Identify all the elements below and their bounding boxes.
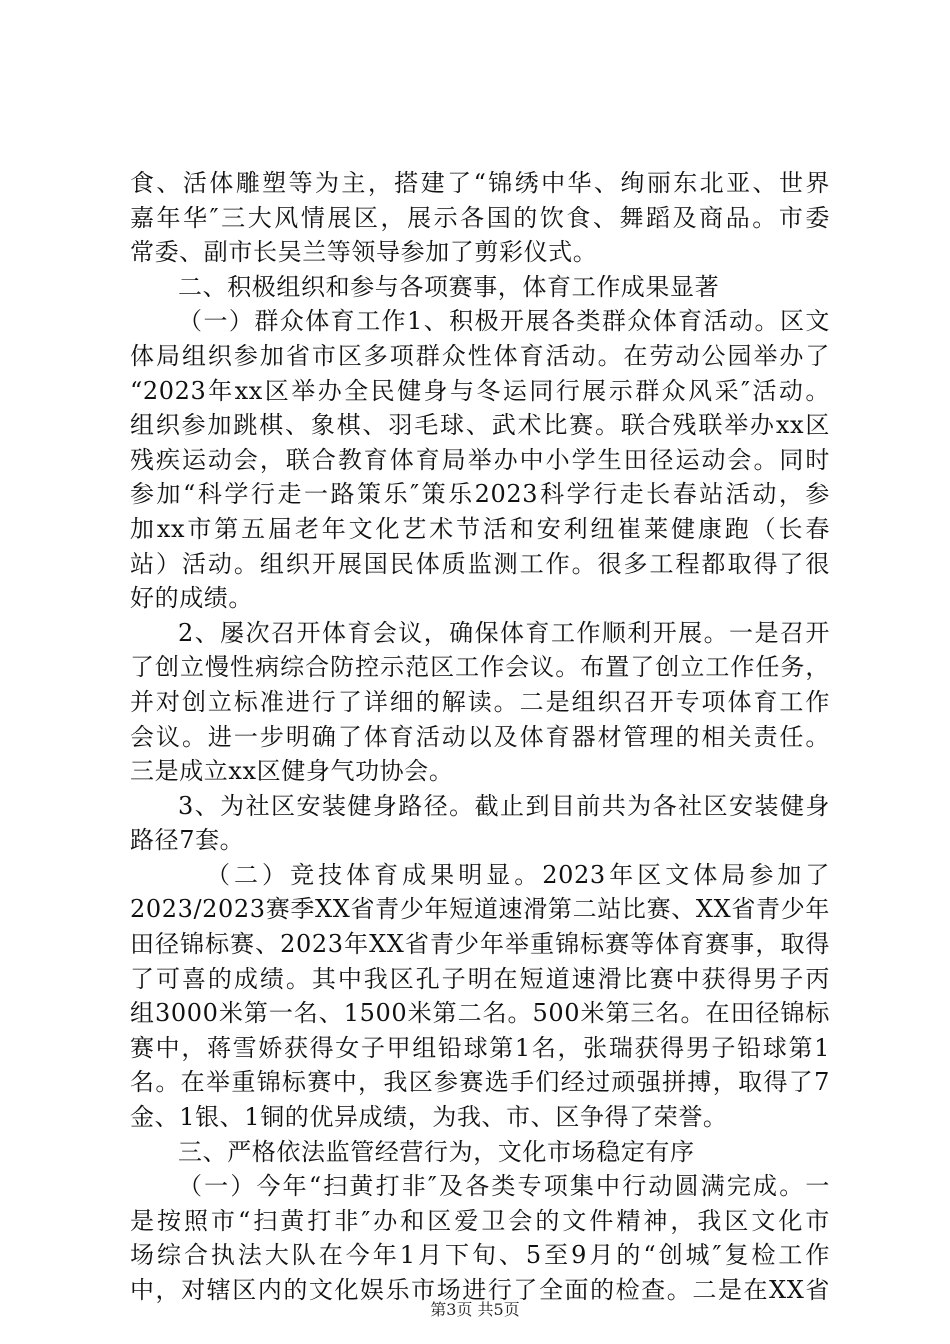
text-line: 常委、副市长吴兰等领导参加了剪彩仪式。 xyxy=(130,238,598,267)
text-line: 会议。进一步明确了体育活动以及体育器材管理的相关责任。 xyxy=(130,722,830,751)
text-line: （二）竞技体育成果明显。2023年区文体局参加了 xyxy=(206,860,830,889)
text-line: 组织参加跳棋、象棋、羽毛球、武术比赛。联合残联举办xx区 xyxy=(130,411,830,440)
text-line: 加xx市第五届老年文化艺术节活和安利纽崔莱健康跑（长春 xyxy=(130,514,830,543)
text-line: 体局组织参加省市区多项群众性体育活动。在劳动公园举办了 xyxy=(130,341,830,370)
text-line: 2023/2023赛季XX省青少年短道速滑第二站比赛、XX省青少年 xyxy=(130,895,830,924)
text-line: 组3000米第一名、1500米第二名。500米第三名。在田径锦标 xyxy=(130,999,830,1028)
section-heading: 三、严格依法监管经营行为，文化市场稳定有序 xyxy=(178,1137,695,1166)
text-line: 三是成立xx区健身气功协会。 xyxy=(130,757,454,786)
text-line: （一）今年“扫黄打非″及各类专项集中行动圆满完成。一 xyxy=(178,1172,830,1201)
text-line: 3、为社区安装健身路径。截止到目前共为各社区安装健身 xyxy=(178,791,830,820)
text-line: 好的成绩。 xyxy=(130,584,253,613)
page-number-footer: 第3页 共5页 xyxy=(430,1300,520,1319)
text-line: 场综合执法大队在今年1月下旬、5至9月的“创城″复检工作 xyxy=(130,1241,830,1270)
text-line: 赛中，蒋雪娇获得女子甲组铅球第1名，张瑞获得男子铅球第1 xyxy=(130,1033,830,1062)
text-line: 路径7套。 xyxy=(130,826,245,855)
text-line: 是按照市“扫黄打非″办和区爱卫会的文件精神，我区文化市 xyxy=(130,1206,830,1235)
text-line: “2023年xx区举办全民健身与冬运同行展示群众风采″活动。 xyxy=(130,376,830,405)
text-line: 残疾运动会，联合教育体育局举办中小学生田径运动会。同时 xyxy=(130,445,830,474)
text-line: 了可喜的成绩。其中我区孔子明在短道速滑比赛中获得男子丙 xyxy=(130,964,830,993)
text-line: 嘉年华″三大风情展区，展示各国的饮食、舞蹈及商品。市委 xyxy=(130,203,830,232)
text-line: 了创立慢性病综合防控示范区工作会议。布置了创立工作任务， xyxy=(130,653,830,682)
text-line: 田径锦标赛、2023年XX省青少年举重锦标赛等体育赛事，取得 xyxy=(130,930,830,959)
text-line: 站）活动。组织开展国民体质监测工作。很多工程都取得了很 xyxy=(130,549,830,578)
text-line: （一）群众体育工作1、积极开展各类群众体育活动。区文 xyxy=(178,307,830,336)
text-line: 名。在举重锦标赛中，我区参赛选手们经过顽强拼搏，取得了7 xyxy=(130,1068,830,1097)
text-line: 并对创立标准进行了详细的解读。二是组织召开专项体育工作 xyxy=(130,687,830,716)
section-heading: 二、积极组织和参与各项赛事，体育工作成果显著 xyxy=(178,272,720,301)
text-line: 参加“科学行走一路策乐″策乐2023科学行走长春站活动，参 xyxy=(130,480,830,509)
document-body xyxy=(130,166,830,1308)
text-line: 中，对辖区内的文化娱乐市场进行了全面的检查。二是在XX省 xyxy=(130,1276,830,1304)
text-line: 2、屡次召开体育会议，确保体育工作顺利开展。一是召开 xyxy=(178,618,830,647)
text-line: 金、1银、1铜的优异成绩，为我、市、区争得了荣誉。 xyxy=(130,1103,728,1132)
text-line: 食、活体雕塑等为主，搭建了“锦绣中华、绚丽东北亚、世界 xyxy=(130,169,830,197)
